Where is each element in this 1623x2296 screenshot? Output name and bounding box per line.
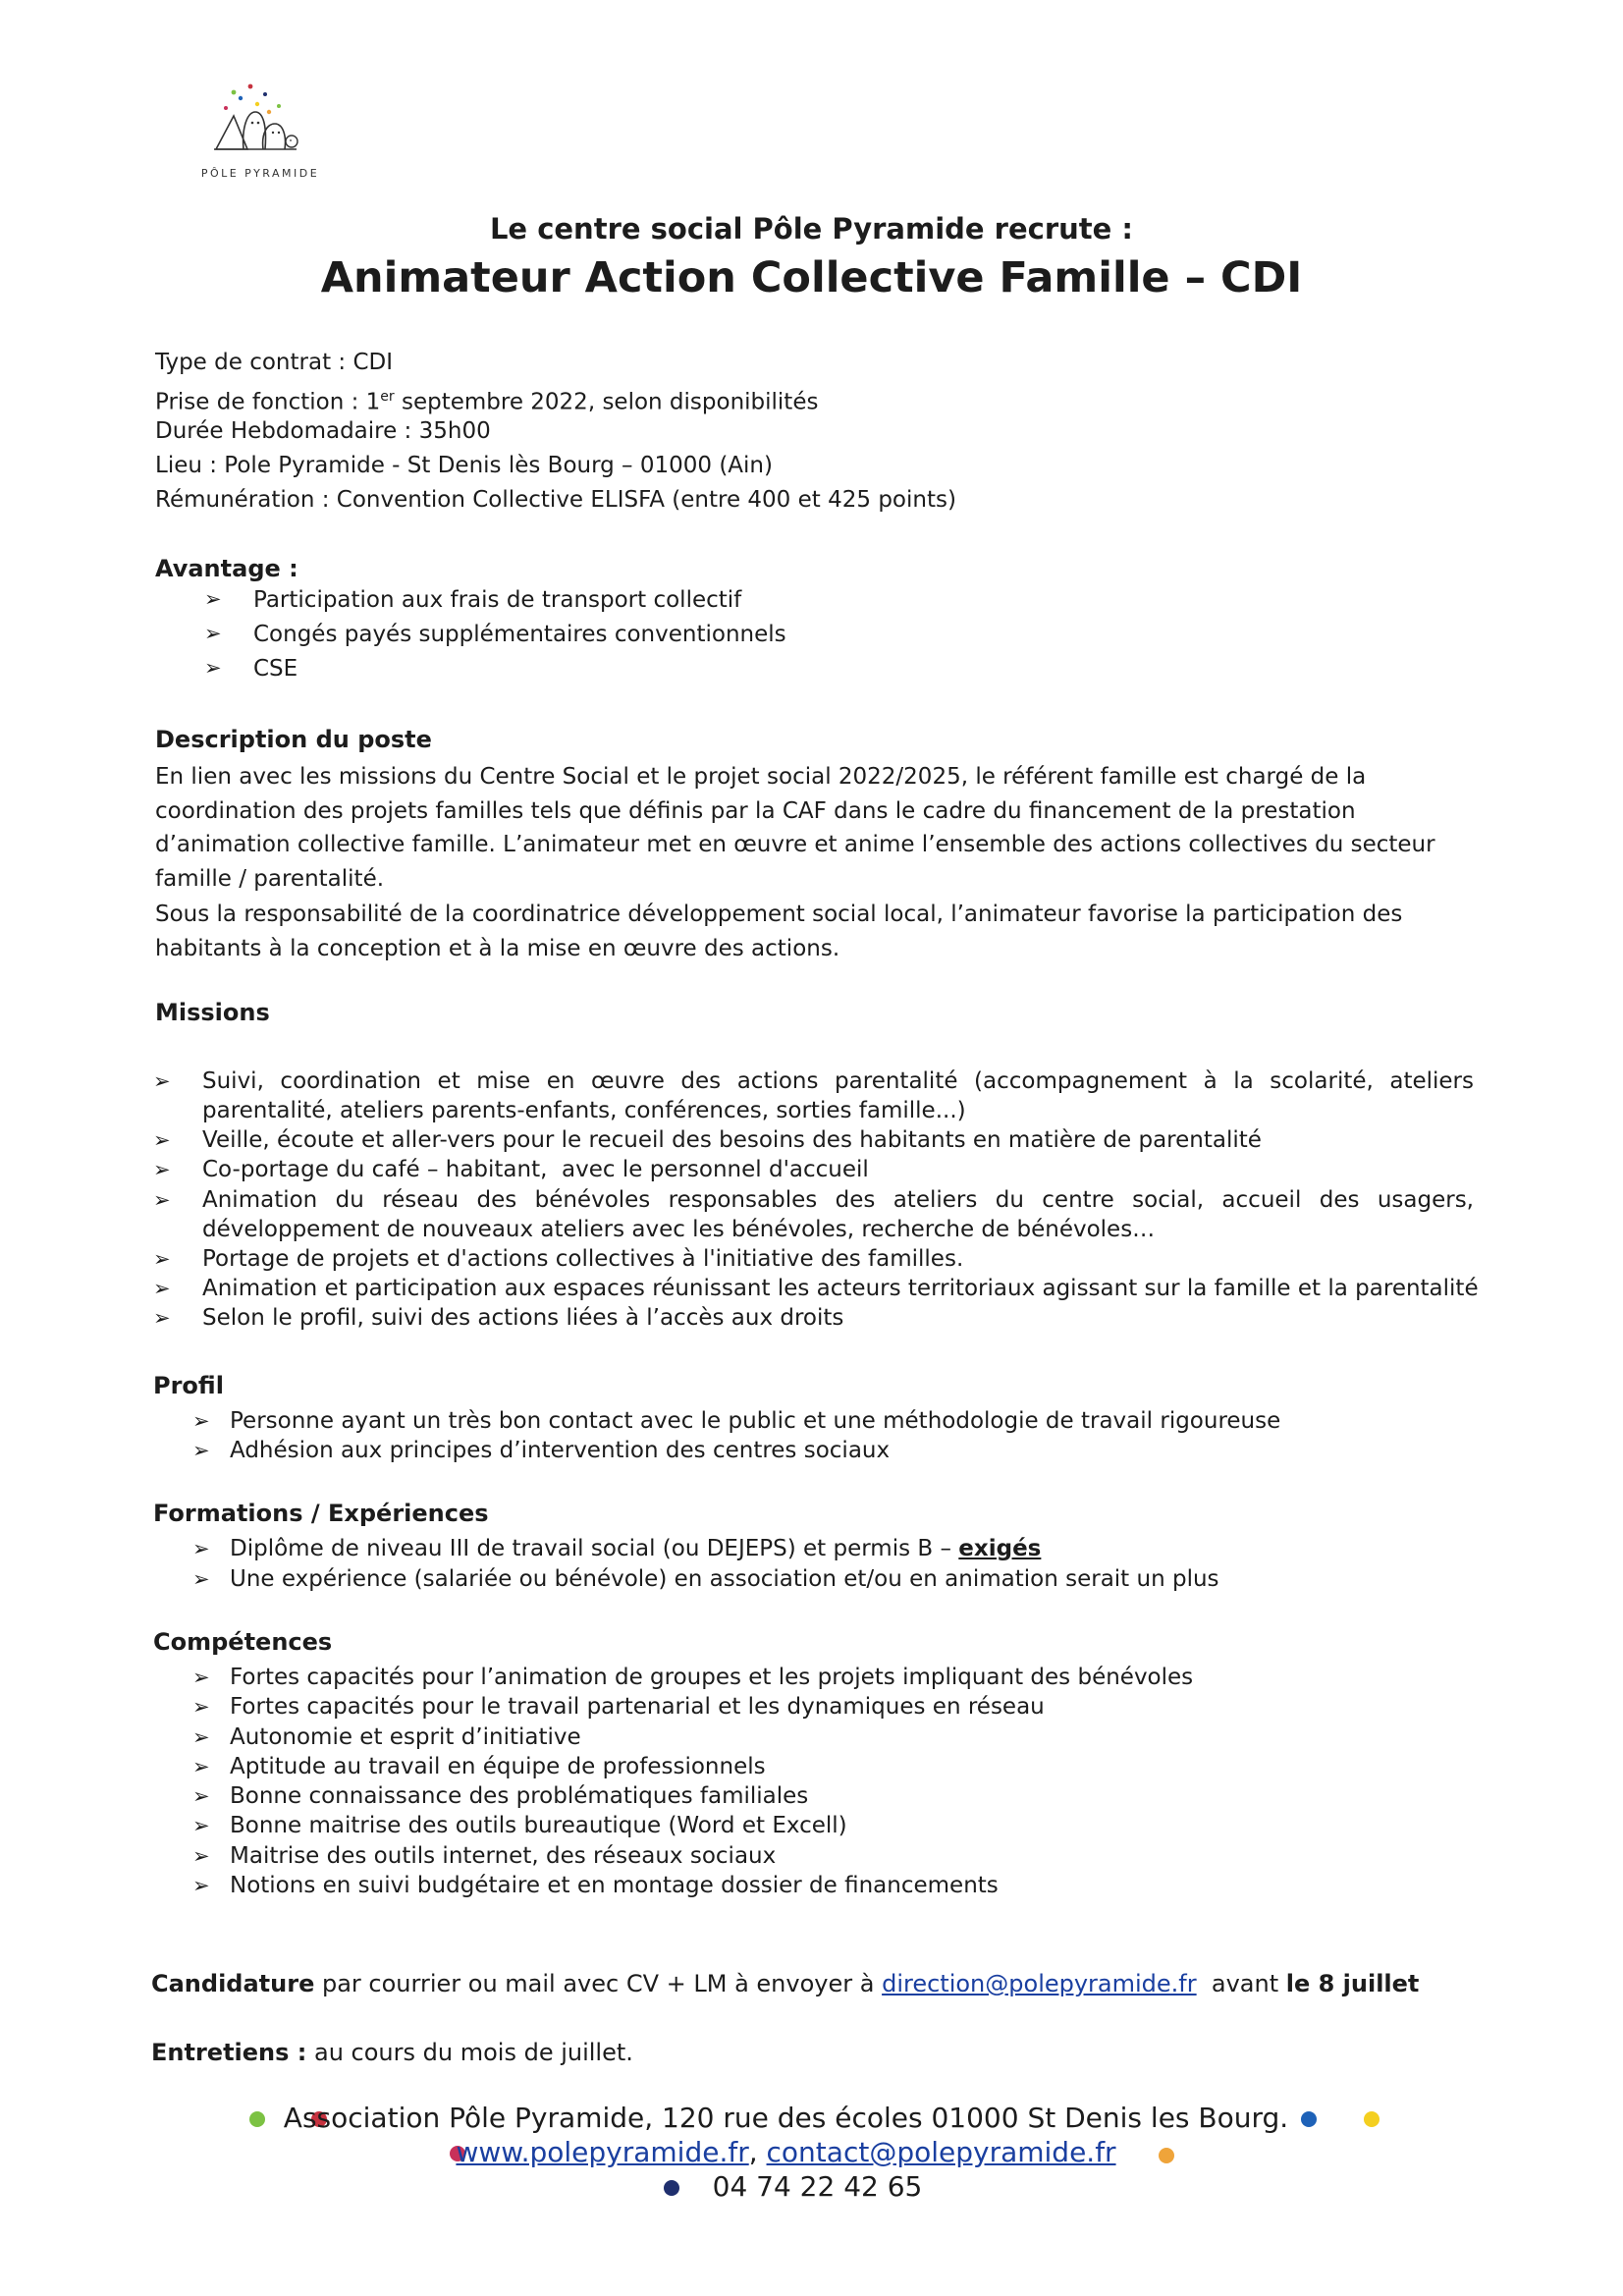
- arrow-bullet-icon: ➢: [204, 587, 222, 611]
- competences-heading: Compétences: [153, 1628, 333, 1656]
- arrow-bullet-icon: ➢: [204, 656, 222, 680]
- profil-list: [192, 1406, 1280, 1465]
- website-link[interactable]: www.polepyramide.fr: [456, 2136, 749, 2168]
- pole-pyramide-logo-icon: [196, 79, 324, 167]
- avantage-heading: Avantage :: [155, 555, 298, 582]
- list-item: ➢ Congés payés supplémentaires conventionnels: [204, 622, 786, 647]
- arrow-bullet-icon: ➢: [153, 1277, 171, 1300]
- list-item: ➢ Aptitude au travail en équipe de professionnels: [192, 1753, 766, 1779]
- entretiens-line: Entretiens : au cours du mois de juillet.: [151, 2039, 633, 2066]
- logo: [187, 79, 334, 191]
- arrow-bullet-icon: ➢: [192, 1537, 210, 1560]
- list-item: ➢ Personne ayant un très bon contact avec le public et une méthodologie de travail rigoureuse: [192, 1408, 1281, 1434]
- list-item: ➢ Fortes capacités pour l’animation de groupes et les projets impliquant des bénévoles: [192, 1665, 1194, 1690]
- list-item: ➢ Animation et participation aux espaces réunissant les acteurs territoriaux agissant sur la famille et la parentalité: [153, 1276, 1479, 1301]
- arrow-bullet-icon: ➢: [192, 1784, 210, 1809]
- start-date-prefix: Prise de fonction : 1: [155, 389, 381, 415]
- arrow-bullet-icon: ➢: [192, 1666, 210, 1689]
- logo-text: PÔLE PYRAMIDE: [200, 167, 320, 180]
- arrow-bullet-icon: ➢: [192, 1874, 210, 1898]
- list-item: ➢ Bonne maitrise des outils bureautique (Word et Excell): [192, 1813, 847, 1839]
- arrow-bullet-icon: ➢: [192, 1695, 210, 1720]
- salary: Rémunération : Convention Collective ELISFA (entre 400 et 425 points): [155, 487, 956, 513]
- arrow-bullet-icon: ➢: [192, 1567, 210, 1591]
- candidature-line: Candidature par courrier ou mail avec CV + LM à envoyer à direction@polepyramide.fr avant le 8 juillet: [151, 1970, 1420, 1997]
- arrow-bullet-icon: ➢: [192, 1814, 210, 1838]
- list-item: ➢ Maitrise des outils internet, des réseaux sociaux: [192, 1842, 777, 1869]
- list-item: ➢ CSE: [204, 656, 298, 682]
- start-date-suffix: septembre 2022, selon disponibilités: [394, 389, 819, 415]
- avantage-list: [204, 587, 786, 690]
- start-date-sup: er: [380, 389, 395, 405]
- footer-address: Association Pôle Pyramide, 120 rue des écoles 01000 St Denis les Bourg.: [283, 2102, 1289, 2134]
- candidature-label: Candidature: [151, 1970, 315, 1997]
- page-title: Animateur Action Collective Famille – CDI: [320, 253, 1303, 302]
- list-item: ➢ Animation du réseau des bénévoles responsables des ateliers du centre social, accueil des usagers, développement de nouveaux ateliers avec les bénévoles, recherche de bénévoles…: [153, 1187, 1474, 1242]
- footer-links: www.polepyramide.fr, contact@polepyramide.fr: [456, 2136, 1116, 2168]
- competences-list: [192, 1663, 1193, 1900]
- direction-email-link[interactable]: direction@polepyramide.fr: [882, 1970, 1197, 1997]
- list-item: ➢ Portage de projets et d'actions collectives à l'initiative des familles.: [153, 1246, 964, 1272]
- list-item: ➢ Suivi, coordination et mise en œuvre des actions parentalité (accompagnement à la scolarité, ateliers parentalité, ateliers parents-enfants, conférences, sorties famille...): [153, 1068, 1474, 1123]
- profil-heading: Profil: [153, 1372, 224, 1399]
- formations-heading: Formations / Expériences: [153, 1500, 489, 1527]
- deadline-date: le 8 juillet: [1285, 1970, 1420, 1997]
- missions-heading: Missions: [155, 999, 270, 1026]
- list-item: ➢ Fortes capacités pour le travail partenarial et les dynamiques en réseau: [192, 1694, 1045, 1721]
- contact-email-link[interactable]: contact@polepyramide.fr: [766, 2136, 1116, 2168]
- arrow-bullet-icon: ➢: [192, 1409, 210, 1433]
- description-paragraph-2: Sous la responsabilité de la coordinatrice développement social local, l’animateur favorise la participation des habitants à la conception et à la mise en œuvre des actions.: [155, 902, 1403, 961]
- contract-type: Type de contrat : CDI: [155, 350, 394, 375]
- arrow-bullet-icon: ➢: [153, 1188, 171, 1212]
- arrow-bullet-icon: ➢: [192, 1439, 210, 1462]
- arrow-bullet-icon: ➢: [192, 1843, 210, 1868]
- arrow-bullet-icon: ➢: [153, 1247, 171, 1271]
- list-item: ➢ Veille, écoute et aller-vers pour le recueil des besoins des habitants en matière de parentalité: [153, 1127, 1262, 1153]
- list-item: ➢ Co-portage du café – habitant, avec le personnel d'accueil: [153, 1157, 869, 1182]
- required-emphasis: exigés: [958, 1536, 1042, 1561]
- list-item: ➢ Bonne connaissance des problématiques familiales: [192, 1783, 809, 1810]
- list-item: ➢ Adhésion aux principes d’intervention des centres sociaux: [192, 1438, 891, 1463]
- list-item: ➢ Selon le profil, suivi des actions liées à l’accès aux droits: [153, 1305, 844, 1331]
- location: Lieu : Pole Pyramide - St Denis lès Bourg – 01000 (Ain): [155, 453, 773, 478]
- entretiens-label: Entretiens :: [151, 2039, 307, 2066]
- arrow-bullet-icon: ➢: [153, 1128, 171, 1152]
- arrow-bullet-icon: ➢: [192, 1754, 210, 1778]
- list-item: ➢ Diplôme de niveau III de travail social (ou DEJEPS) et permis B – exigés: [192, 1534, 1219, 1564]
- description-heading: Description du poste: [155, 726, 432, 753]
- list-item: ➢ Participation aux frais de transport collectif: [204, 587, 742, 613]
- list-item: ➢ Notions en suivi budgétaire et en montage dossier de financements: [192, 1873, 999, 1899]
- arrow-bullet-icon: ➢: [153, 1069, 171, 1093]
- description-paragraph-1: En lien avec les missions du Centre Social et le projet social 2022/2025, le référent famille est chargé de la coordination des projets familles tels que définis par la CAF dans le cadre du financement de la prestation d’animation collective famille. L’animateur met en œuvre et anime l’ensemble des actions collectives du secteur famille / parentalité.: [155, 764, 1435, 892]
- arrow-bullet-icon: ➢: [192, 1724, 210, 1749]
- formations-list: [192, 1534, 1219, 1595]
- page-subtitle: Le centre social Pôle Pyramide recrute :: [489, 212, 1134, 246]
- weekly-hours: Durée Hebdomadaire : 35h00: [155, 418, 491, 444]
- arrow-bullet-icon: ➢: [153, 1306, 171, 1330]
- list-item: ➢ Une expérience (salariée ou bénévole) en association et/ou en animation serait un plus: [192, 1564, 1219, 1595]
- arrow-bullet-icon: ➢: [204, 622, 222, 645]
- footer-phone: 04 74 22 42 65: [712, 2170, 923, 2203]
- list-item: ➢ Autonomie et esprit d’initiative: [192, 1723, 581, 1750]
- arrow-bullet-icon: ➢: [153, 1158, 171, 1181]
